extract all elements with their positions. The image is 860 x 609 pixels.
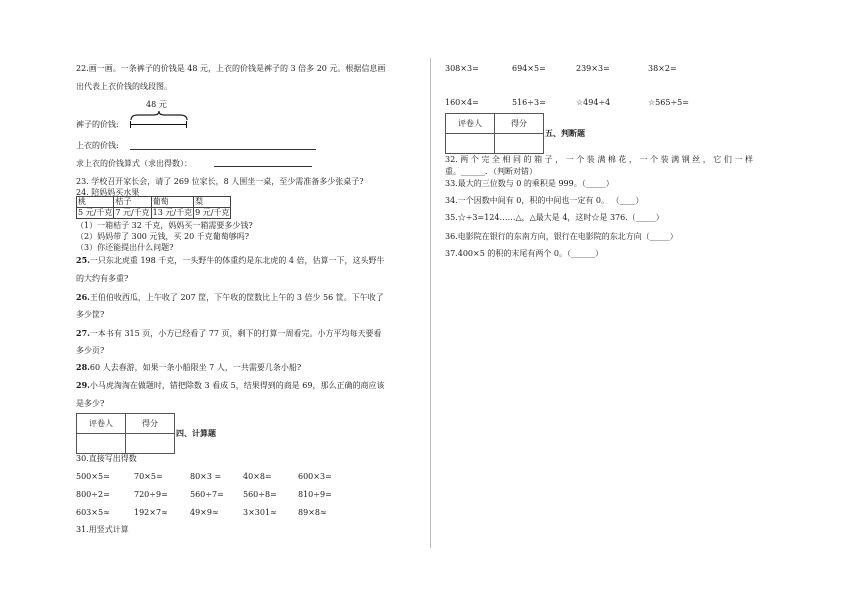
section5-title: 五、判断题	[545, 128, 585, 138]
calc-item: 600×3=	[298, 472, 332, 481]
column-divider	[430, 58, 431, 548]
score-label: 得分	[495, 114, 544, 134]
q29-line1: 29.小马虎淘淘在做题时，错把除数 3 看成 5，结果得到的商是 69，那么正确的商应该	[76, 380, 385, 390]
calc-item: 239×3=	[576, 64, 610, 73]
q25-text: 一只东北虎重 198 千克，一头野牛的体重约是东北虎的 4 倍，估算一下，这头野牛	[89, 256, 385, 265]
table-cell: 9 元/千克	[195, 208, 230, 217]
q22-brace-label: 48 元	[146, 100, 167, 109]
calc-item: ☆565÷5=	[648, 98, 689, 107]
q27-line1: 27.一本书有 315 页，小方已经看了 77 页，剩下的打算一周看完。小方平均每天要看	[76, 328, 382, 338]
table-row	[77, 197, 231, 208]
calc-item: 160×4=	[445, 98, 479, 107]
calc-item: 603×5≈	[76, 508, 110, 517]
q27-line2: 多少页?	[76, 346, 105, 355]
curly-brace-icon	[130, 111, 188, 121]
q32-line1: 32. 两 个 完 全 相 同 的 箱 子 ， 一 个 装 满 棉 花 ， 一 个 装 满 钢 丝 ， 它 们 一 样	[445, 155, 753, 164]
q32-line2: 重。______．（判断对错）	[445, 167, 537, 176]
table-cell: 桔子	[114, 197, 151, 208]
calc-item: 80×3 =	[190, 472, 222, 481]
q22-pants-label: 裤子的价钱:	[76, 120, 119, 129]
q22-line1: 22.画一画。一条裤子的价钱是 48 元，上衣的价钱是裤子的 3 倍多 20 元。根据信息画	[76, 64, 386, 73]
pants-segment	[130, 124, 187, 125]
q34: 34.一个因数中间有 0，积的中间也一定有 0。 （____）	[445, 196, 644, 205]
q35: 35.☆÷3=124……△，△最大是 4，这时☆是 376.（_____）	[445, 213, 664, 222]
calc-item: 49×9≈	[190, 508, 219, 517]
q29-text: 小马虎淘淘在做题时，错把除数 3 看成 5，结果得到的商是 69，那么正确的商应该	[89, 381, 385, 390]
q29-line2: 是多少?	[76, 399, 105, 408]
q24-title: 24. 陪妈妈买水果	[76, 188, 140, 197]
calc-item: 192×7≈	[134, 508, 168, 517]
score-label: 得分	[126, 414, 175, 434]
q33: 33.最大的三位数与 0 的乘积是 999。（_____）	[445, 179, 614, 188]
q28-text: 60 人去春游，如果一条小船限坐 7 人，一共需要几条小船?	[89, 363, 302, 372]
table-cell: 葡萄	[151, 197, 193, 208]
q31-title: 31.用竖式计算	[76, 525, 129, 534]
q25-line1: 25.一只东北虎重 198 千克，一头野牛的体重约是东北虎的 4 倍，估算一下，这头野牛	[76, 255, 385, 265]
q23-text: 23. 学校召开家长会，请了 269 位家长，8 人围坐一桌，至少需准备多少张桌子?	[76, 177, 364, 186]
q26-line2: 多少筐?	[76, 310, 105, 319]
q26-text: 王伯伯收西瓜，上午收了 207 筐，下午收的筐数比上午的 3 倍少 56 筐。下午收了	[89, 293, 384, 302]
calc-item: 308×3=	[445, 64, 479, 73]
calc-item: 3×301≈	[243, 508, 277, 517]
fruit-price-table	[76, 196, 231, 219]
calc-item: 40×8=	[243, 472, 272, 481]
calc-item: 500×5=	[76, 472, 110, 481]
pants-segment-tick-right	[186, 121, 187, 128]
grader-cell[interactable]	[77, 434, 126, 454]
pants-segment-tick-left	[130, 121, 131, 128]
section4-title: 四、计算题	[176, 428, 216, 438]
table-cell: 梨	[194, 197, 231, 208]
score-cell[interactable]	[495, 134, 544, 154]
calc-item: ☆494÷4	[576, 98, 611, 107]
q22-line2: 出代表上衣价钱的线段图。	[76, 82, 172, 91]
calc-item: 89×8≈	[298, 508, 327, 517]
q37: 37.400×5 的积的末尾有两个 0。（______）	[445, 249, 603, 258]
q26-line1: 26.王伯伯收西瓜，上午收了 207 筐，下午收的筐数比上午的 3 倍少 56 筐。下午收了	[76, 292, 384, 302]
q27-text: 一本书有 315 页，小方已经看了 77 页，剩下的打算一周看完。小方平均每天要看	[89, 329, 382, 338]
score-cell[interactable]	[126, 434, 175, 454]
calc-item: 694×5=	[512, 64, 546, 73]
calc-item: 560÷7=	[190, 490, 224, 499]
table-row	[77, 208, 231, 219]
q22-formula-label: 求上衣的价钱算式（求出得数）：	[76, 159, 192, 168]
q30-title: 30.直接写出得数	[76, 454, 137, 463]
q24-sub3: （3）你还能提出什么问题?	[76, 243, 174, 252]
q22-shirt-label: 上衣的价钱:	[76, 141, 119, 150]
grader-cell[interactable]	[446, 134, 495, 154]
calc-item: 720÷9=	[134, 490, 168, 499]
calc-item: 516÷3=	[512, 98, 546, 107]
score-box-section4	[76, 413, 175, 454]
table-cell: 7 元/千克	[115, 208, 150, 217]
calc-item: 810÷9=	[298, 490, 332, 499]
q28-line: 28.60 人去春游，如果一条小船限坐 7 人，一共需要几条小船?	[76, 362, 302, 372]
grader-label: 评卷人	[77, 414, 126, 434]
q36: 36.电影院在银行的东南方向，银行在电影院的东北方向（_____）	[445, 232, 678, 241]
calc-item: 70×5=	[134, 472, 163, 481]
formula-answer-line[interactable]	[214, 166, 312, 167]
calc-item: 560÷8=	[243, 490, 277, 499]
q24-sub2: （2）妈妈带了 300 元钱，买 20 千克葡萄够吗?	[76, 232, 249, 241]
table-cell: 13 元/千克	[152, 208, 193, 217]
table-cell: 桃	[77, 197, 114, 208]
q25-line2: 的大约有多重?	[76, 274, 129, 283]
table-cell: 5 元/千克	[78, 208, 113, 217]
calc-item: 38×2=	[648, 64, 677, 73]
grader-label: 评卷人	[446, 114, 495, 134]
calc-item: 800÷2=	[76, 490, 110, 499]
score-box-section5	[445, 113, 544, 154]
q24-sub1: （1）一箱桔子 32 千克，妈妈买一箱需要多少钱?	[76, 221, 253, 230]
shirt-answer-line[interactable]	[130, 149, 316, 150]
